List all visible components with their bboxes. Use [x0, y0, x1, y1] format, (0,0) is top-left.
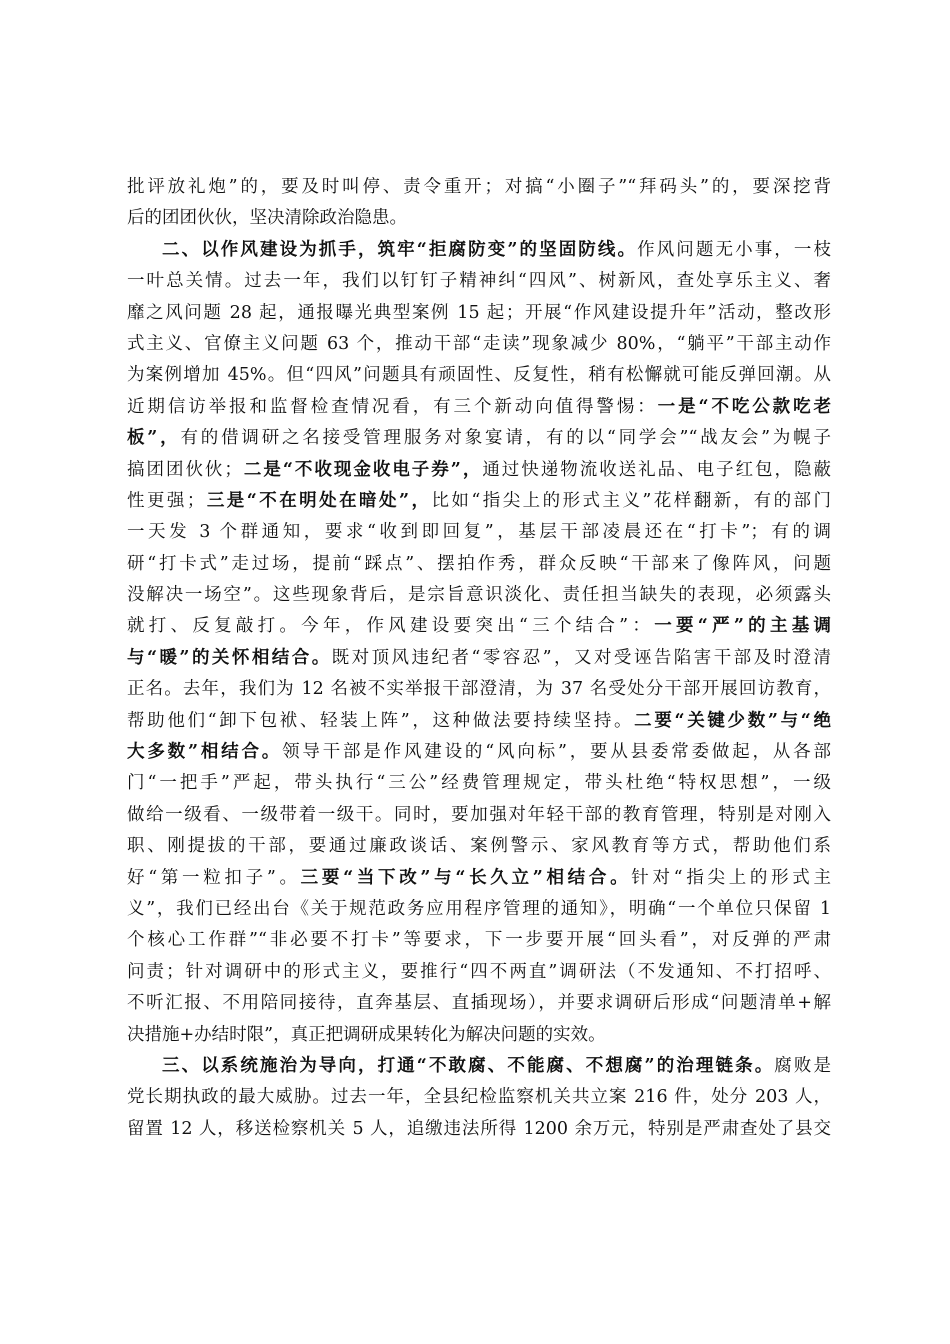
text-line	[127, 1082, 831, 1113]
text-line	[127, 831, 831, 862]
text-segment: 批评放礼炮”的，要及时叫停、责令重开；对搞“小圈子”“拜码头”的，要深挖背	[127, 177, 831, 197]
text-line	[127, 517, 831, 548]
text-segment: 好“第一粒扣子”。	[127, 867, 301, 888]
text-line	[127, 863, 831, 894]
bold-text-segment: 大多数”相结合。	[127, 742, 283, 763]
text-segment: 靡之风问题 28 起，通报曝光典型案例 15 起；开展“作风建设提升年”活动，整改形	[127, 302, 831, 323]
text-line	[127, 706, 831, 737]
text-segment: 作风问题无小事，一枝	[637, 239, 831, 260]
text-segment: 通过快递物流收送礼品、电子红包，隐蔽	[482, 459, 832, 480]
text-segment: 职、刚提拔的干部，要通过廉政谈话、案例警示、家风教育等方式，帮助他们系	[127, 836, 831, 857]
text-line	[127, 203, 831, 234]
text-line	[127, 172, 831, 203]
bold-text-segment: 三要“当下改”与“长久立”相结合。	[300, 867, 632, 888]
text-line	[127, 266, 831, 297]
text-line	[127, 1020, 831, 1051]
text-segment: 一叶总关情。过去一年，我们以钉钉子精神纠“四风”、树新风，查处享乐主义、奢	[127, 271, 831, 292]
bold-text-segment: 与“暖”的关怀相结合。	[127, 647, 332, 668]
document-page	[127, 172, 831, 1145]
text-segment: 式主义、官僚主义问题 63 个，推动干部“走读”现象减少 80%，“躺平”干部主动作	[127, 333, 831, 354]
text-line	[127, 1114, 831, 1145]
text-segment: 既对顶风违纪者“零容忍”，又对受诬告陷害干部及时澄清	[331, 647, 831, 668]
text-segment: 比如“指尖上的形式主义”花样翻新，有的部门	[431, 490, 831, 511]
text-line	[127, 580, 831, 611]
text-line	[127, 894, 831, 925]
text-segment: 为案例增加 45%。但“四风”问题具有顽固性、反复性，稍有松懈就可能反弹回潮。从	[127, 365, 831, 386]
bold-text-segment: 板”，	[127, 428, 181, 449]
text-line	[127, 737, 831, 768]
text-line	[127, 768, 831, 799]
text-segment: 近期信访举报和监督检查情况看，有三个新动向值得警惕：	[127, 396, 658, 417]
bold-text-segment: 二是“不收现金收电子券”，	[241, 459, 483, 480]
text-line	[127, 957, 831, 988]
text-segment: 性更强；	[127, 490, 205, 511]
text-segment: 帮助他们“卸下包袱、轻装上阵”，这种做法要持续坚持。	[127, 710, 635, 731]
text-line	[127, 298, 831, 329]
bold-text-segment: 二、以作风建设为抓手，筑牢“拒腐防变”的坚固防线。	[162, 239, 638, 260]
text-segment: 有的借调研之名接受管理服务对象宴请，有的以“同学会”“战友会”为幌子	[180, 428, 831, 449]
text-segment: 留置 12 人，移送检察机关 5 人，追缴违法所得 1200 余万元，特别是严肃查处了县交	[127, 1118, 831, 1139]
text-line	[127, 455, 831, 486]
text-segment: 决措施+办结时限”，真正把调研成果转化为解决问题的实效。	[127, 1024, 606, 1045]
text-segment: 正名。去年，我们为 12 名被不实举报干部澄清，为 37 名受处分干部开展回访教育，	[127, 679, 831, 700]
text-segment: 一天发 3 个群通知，要求“收到即回复”，基层干部凌晨还在“打卡”；有的调	[127, 522, 831, 543]
bold-text-segment: 一是“不吃公款吃老	[657, 396, 831, 417]
bold-text-segment: 二要“关键少数”与“绝	[634, 710, 831, 731]
text-line	[127, 235, 831, 266]
text-segment: 腐败是	[774, 1055, 831, 1076]
text-segment: 个核心工作群”“非必要不打卡”等要求，下一步要开展“回头看”，对反弹的严肃	[127, 930, 831, 951]
text-segment: 党长期执政的最大威胁。过去一年，全县纪检监察机关共立案 216 件，处分 203 人，	[127, 1087, 831, 1108]
text-segment: 没解决一场空”。这些现象背后，是宗旨意识淡化、责任担当缺失的表现，必须露头	[127, 585, 831, 606]
text-segment: 做给一级看、一级带着一级干。同时，要加强对年轻干部的教育管理，特别是对刚入	[127, 804, 831, 825]
text-segment: 不听汇报、不用陪同接待，直奔基层、直插现场），并要求调研后形成“问题清单+解	[127, 993, 831, 1014]
text-line	[127, 800, 831, 831]
text-segment: 问责；针对调研中的形式主义，要推行“四不两直”调研法（不发通知、不打招呼、	[127, 961, 831, 982]
text-line	[127, 925, 831, 956]
text-line	[127, 988, 831, 1019]
text-segment: 搞团团伙伙；	[127, 459, 242, 480]
text-segment: 后的团团伙伙，坚决清除政治隐患。	[127, 208, 407, 229]
text-line	[127, 423, 831, 454]
text-line	[127, 674, 831, 705]
bold-text-segment: 三、以系统施治为导向，打通“不敢腐、不能腐、不想腐”的治理链条。	[162, 1055, 775, 1076]
text-segment: 针对“指尖上的形式主	[631, 867, 831, 888]
text-line	[127, 392, 831, 423]
text-line	[127, 329, 831, 360]
text-line	[127, 549, 831, 580]
text-segment: 门“一把手”严起，带头执行“三公”经费管理规定，带头杜绝“特权思想”，一级	[127, 773, 831, 794]
bold-text-segment: 一要“严”的主基调	[654, 616, 831, 637]
text-line	[127, 1051, 831, 1082]
text-line	[127, 360, 831, 391]
text-segment: 就打、反复敲打。今年，作风建设要突出“三个结合”：	[127, 616, 655, 637]
text-line	[127, 486, 831, 517]
bold-text-segment: 三是“不在明处在暗处”，	[204, 490, 432, 511]
text-segment: 义”，我们已经出台《关于规范政务应用程序管理的通知》，明确“一个单位只保留 1	[127, 898, 831, 919]
text-line	[127, 643, 831, 674]
text-segment: 领导干部是作风建设的“风向标”，要从县委常委做起，从各部	[282, 742, 831, 763]
text-segment: 研“打卡式”走过场，提前“踩点”、摆拍作秀，群众反映“干部来了像阵风，问题	[127, 553, 831, 574]
text-line	[127, 611, 831, 642]
